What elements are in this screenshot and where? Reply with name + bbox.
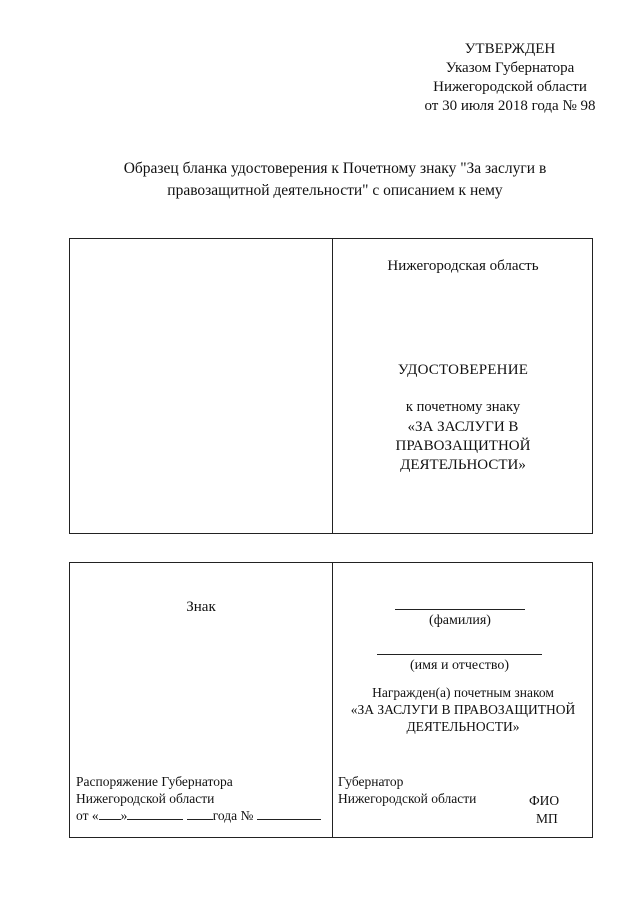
approval-heading: УТВЕРЖДЕН xyxy=(464,41,556,57)
approval-stamp xyxy=(380,40,640,116)
order-line2: Нижегородской области xyxy=(76,791,215,806)
cover-award-line2: ПРАВОЗАЩИТНОЙ xyxy=(395,438,531,454)
awarded-line3: ДЕЯТЕЛЬНОСТИ» xyxy=(406,719,520,734)
order-reference xyxy=(76,773,326,824)
cover-award-line1: «ЗА ЗАСЛУГИ В xyxy=(407,419,519,435)
governor-line2: Нижегородской области xyxy=(338,791,477,806)
certificate-inner xyxy=(69,562,593,838)
surname-line xyxy=(395,609,525,610)
year-blank xyxy=(187,807,213,820)
seal-mark: МП xyxy=(536,811,558,826)
order-from: от « xyxy=(76,808,99,823)
cover-subtitle: к почетному знаку xyxy=(405,399,521,415)
approval-date: от 30 июля 2018 года № 98 xyxy=(424,98,596,114)
certificate-cover xyxy=(69,238,593,534)
document-title-line1: Образец бланка удостоверения к Почетному знаку "За заслуги в xyxy=(123,160,547,177)
order-line1: Распоряжение Губернатора xyxy=(76,774,233,789)
cover-fold-divider xyxy=(332,239,333,533)
fio-label: ФИО xyxy=(529,793,560,808)
order-date-row xyxy=(76,807,326,824)
document-title-line2: правозащитной деятельности" с описанием к нему xyxy=(167,182,503,199)
order-quote-close: » xyxy=(120,808,128,823)
cover-region: Нижегородская область xyxy=(387,258,539,274)
approval-decree: Указом Губернатора xyxy=(445,60,575,76)
surname-caption: (фамилия) xyxy=(429,613,491,628)
month-blank xyxy=(127,807,183,820)
day-blank xyxy=(99,807,121,820)
awarded-line2: «ЗА ЗАСЛУГИ В ПРАВОЗАЩИТНОЙ xyxy=(350,702,576,717)
name-line xyxy=(377,654,542,655)
approval-region: Нижегородской области xyxy=(433,79,587,95)
number-blank xyxy=(257,807,321,820)
document-title xyxy=(100,158,570,202)
cover-certificate-title: УДОСТОВЕРЕНИЕ xyxy=(397,362,529,378)
cover-award-name xyxy=(332,418,594,475)
sign-label: Знак xyxy=(186,599,216,615)
awarded-text xyxy=(332,684,594,735)
name-caption: (имя и отчество) xyxy=(410,658,509,673)
awarded-line1: Награжден(а) почетным знаком xyxy=(372,685,554,700)
governor-line1: Губернатор xyxy=(338,774,404,789)
cover-award-line3: ДЕЯТЕЛЬНОСТИ» xyxy=(400,457,526,473)
order-year-label: года № xyxy=(212,808,254,823)
